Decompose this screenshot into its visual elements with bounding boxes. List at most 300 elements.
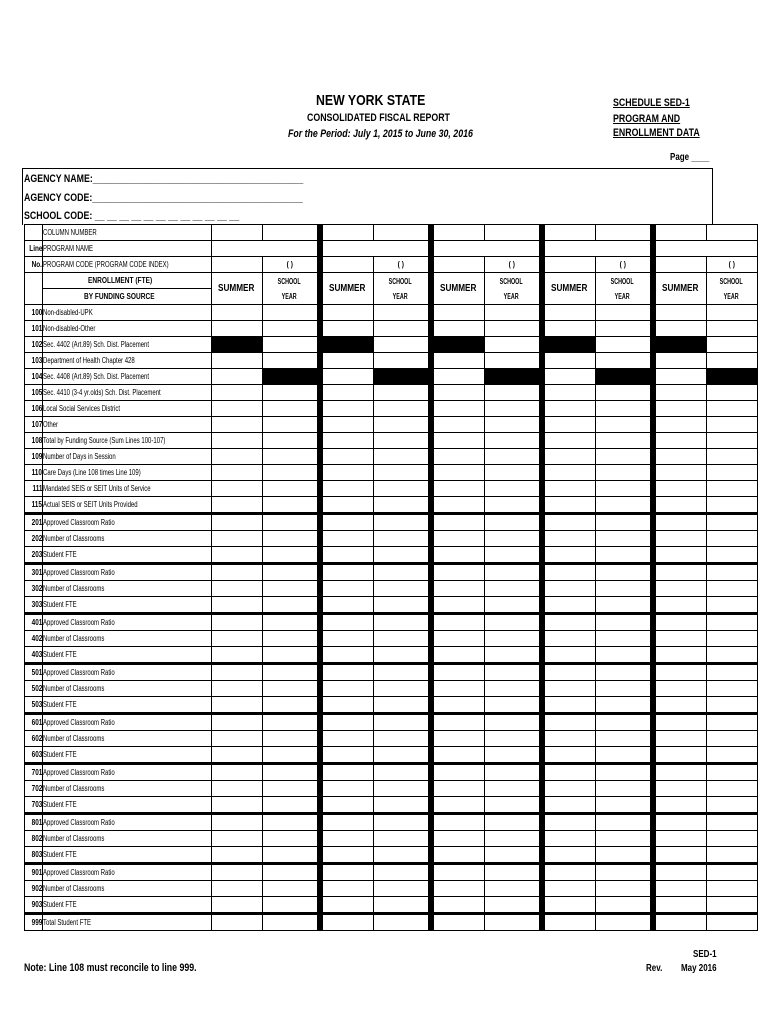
summer-cell[interactable] [655,631,706,647]
school-year-cell[interactable] [484,697,539,714]
summer-cell[interactable] [433,614,484,631]
summer-cell[interactable] [544,881,595,897]
summer-cell[interactable] [655,864,706,881]
school-year-cell[interactable] [484,465,539,481]
school-year-cell[interactable] [706,385,757,401]
school-year-cell[interactable] [262,597,317,614]
summer-cell[interactable] [322,897,373,914]
summer-cell[interactable] [211,369,262,385]
school-year-cell[interactable] [373,797,428,814]
school-year-cell[interactable] [595,385,650,401]
summer-cell[interactable] [433,497,484,514]
summer-cell[interactable] [433,465,484,481]
school-year-cell[interactable] [595,747,650,764]
school-year-cell[interactable] [262,497,317,514]
summer-cell[interactable] [433,747,484,764]
school-year-cell[interactable] [595,547,650,564]
school-year-cell[interactable] [373,449,428,465]
school-year-cell[interactable] [484,305,539,321]
school-year-cell[interactable] [706,597,757,614]
school-year-cell[interactable] [706,581,757,597]
school-year-cell[interactable] [484,321,539,337]
summer-cell[interactable] [211,581,262,597]
summer-cell[interactable] [322,664,373,681]
summer-cell[interactable] [544,614,595,631]
summer-cell[interactable] [433,847,484,864]
summer-cell[interactable] [322,881,373,897]
summer-cell[interactable] [544,547,595,564]
summer-cell[interactable] [211,914,262,931]
school-year-cell[interactable] [595,531,650,547]
summer-cell[interactable] [655,614,706,631]
summer-cell[interactable] [322,764,373,781]
school-year-cell[interactable] [373,664,428,681]
summer-cell[interactable] [211,305,262,321]
summer-cell[interactable] [433,417,484,433]
school-year-cell[interactable] [595,449,650,465]
school-year-cell[interactable] [484,664,539,681]
summer-cell[interactable] [322,714,373,731]
summer-cell[interactable] [322,814,373,831]
school-year-cell[interactable] [373,597,428,614]
summer-cell[interactable] [322,353,373,369]
summer-cell[interactable] [655,914,706,931]
summer-cell[interactable] [655,564,706,581]
summer-cell[interactable] [322,731,373,747]
summer-cell[interactable] [433,781,484,797]
school-year-cell[interactable] [262,814,317,831]
summer-cell[interactable] [322,531,373,547]
school-year-cell[interactable] [706,614,757,631]
school-year-cell[interactable] [706,914,757,931]
school-year-cell[interactable] [373,614,428,631]
summer-cell[interactable] [322,647,373,664]
summer-cell[interactable] [433,385,484,401]
school-year-cell[interactable] [595,614,650,631]
school-year-cell[interactable] [373,531,428,547]
summer-cell[interactable] [433,481,484,497]
summer-cell[interactable] [211,681,262,697]
summer-cell[interactable] [544,481,595,497]
summer-cell[interactable] [211,321,262,337]
school-year-cell[interactable] [706,764,757,781]
summer-cell[interactable] [544,664,595,681]
summer-cell[interactable] [655,647,706,664]
summer-cell[interactable] [322,747,373,764]
school-year-cell[interactable] [595,914,650,931]
school-year-cell[interactable] [262,914,317,931]
summer-cell[interactable] [322,305,373,321]
school-year-cell[interactable] [262,881,317,897]
summer-cell[interactable] [322,401,373,417]
summer-cell[interactable] [433,514,484,531]
school-year-cell[interactable] [595,697,650,714]
summer-cell[interactable] [322,631,373,647]
school-year-cell[interactable] [373,881,428,897]
school-year-cell[interactable] [262,305,317,321]
summer-cell[interactable] [544,369,595,385]
school-year-cell[interactable] [706,681,757,697]
summer-cell[interactable] [322,433,373,449]
summer-cell[interactable] [544,631,595,647]
school-year-cell[interactable] [262,664,317,681]
summer-cell[interactable] [211,433,262,449]
summer-cell[interactable] [544,597,595,614]
school-year-cell[interactable] [484,449,539,465]
school-year-cell[interactable] [484,564,539,581]
summer-cell[interactable] [211,631,262,647]
agency-code-field[interactable]: AGENCY CODE:___________________________________________ [24,192,303,204]
summer-cell[interactable] [544,697,595,714]
school-year-cell[interactable] [595,714,650,731]
school-year-cell[interactable] [595,847,650,864]
summer-cell[interactable] [322,497,373,514]
school-year-cell[interactable] [262,514,317,531]
summer-cell[interactable] [211,831,262,847]
school-year-cell[interactable] [595,647,650,664]
school-year-cell[interactable] [484,714,539,731]
school-year-cell[interactable] [484,731,539,747]
summer-cell[interactable] [655,369,706,385]
summer-cell[interactable] [211,864,262,881]
summer-cell[interactable] [433,914,484,931]
school-year-cell[interactable] [262,747,317,764]
summer-cell[interactable] [211,797,262,814]
summer-cell[interactable] [655,401,706,417]
summer-cell[interactable] [433,664,484,681]
summer-cell[interactable] [655,597,706,614]
school-year-cell[interactable] [595,353,650,369]
summer-cell[interactable] [655,781,706,797]
school-year-cell[interactable] [595,581,650,597]
school-year-cell[interactable] [706,714,757,731]
summer-cell[interactable] [655,731,706,747]
summer-cell[interactable] [211,385,262,401]
summer-cell[interactable] [544,465,595,481]
summer-cell[interactable] [433,305,484,321]
summer-cell[interactable] [322,514,373,531]
school-year-cell[interactable] [373,337,428,353]
school-year-cell[interactable] [373,731,428,747]
school-year-cell[interactable] [706,881,757,897]
school-year-cell[interactable] [595,731,650,747]
school-year-cell[interactable] [484,914,539,931]
school-year-cell[interactable] [262,681,317,697]
school-year-cell[interactable] [595,864,650,881]
school-year-cell[interactable] [484,747,539,764]
summer-cell[interactable] [211,714,262,731]
summer-cell[interactable] [655,433,706,449]
summer-cell[interactable] [544,449,595,465]
school-year-cell[interactable] [706,417,757,433]
summer-cell[interactable] [544,564,595,581]
summer-cell[interactable] [544,831,595,847]
summer-cell[interactable] [655,305,706,321]
summer-cell[interactable] [433,564,484,581]
summer-cell[interactable] [544,897,595,914]
school-year-cell[interactable] [373,465,428,481]
summer-cell[interactable] [655,814,706,831]
summer-cell[interactable] [433,814,484,831]
school-year-cell[interactable] [262,481,317,497]
summer-cell[interactable] [211,353,262,369]
summer-cell[interactable] [655,385,706,401]
summer-cell[interactable] [544,531,595,547]
summer-cell[interactable] [655,831,706,847]
summer-cell[interactable] [211,664,262,681]
summer-cell[interactable] [544,914,595,931]
summer-cell[interactable] [655,681,706,697]
school-year-cell[interactable] [595,814,650,831]
summer-cell[interactable] [655,465,706,481]
summer-cell[interactable] [211,465,262,481]
summer-cell[interactable] [433,581,484,597]
summer-cell[interactable] [433,401,484,417]
summer-cell[interactable] [322,831,373,847]
summer-cell[interactable] [322,417,373,433]
school-year-cell[interactable] [484,631,539,647]
school-year-cell[interactable] [706,814,757,831]
school-year-cell[interactable] [373,433,428,449]
school-year-cell[interactable] [706,697,757,714]
school-year-cell[interactable] [262,353,317,369]
school-year-cell[interactable] [706,305,757,321]
school-year-cell[interactable] [262,531,317,547]
school-year-cell[interactable] [484,417,539,433]
summer-cell[interactable] [544,321,595,337]
summer-cell[interactable] [544,353,595,369]
summer-cell[interactable] [322,697,373,714]
school-year-cell[interactable] [706,321,757,337]
school-year-cell[interactable] [373,631,428,647]
summer-cell[interactable] [433,831,484,847]
school-year-cell[interactable] [262,433,317,449]
summer-cell[interactable] [655,697,706,714]
summer-cell[interactable] [322,369,373,385]
summer-cell[interactable] [544,305,595,321]
school-year-cell[interactable] [595,664,650,681]
school-year-cell[interactable] [706,465,757,481]
summer-cell[interactable] [211,614,262,631]
school-year-cell[interactable] [706,797,757,814]
school-year-cell[interactable] [262,864,317,881]
summer-cell[interactable] [544,581,595,597]
summer-cell[interactable] [544,714,595,731]
summer-cell[interactable] [544,417,595,433]
summer-cell[interactable] [433,647,484,664]
school-year-cell[interactable] [595,417,650,433]
summer-cell[interactable] [211,449,262,465]
summer-cell[interactable] [544,797,595,814]
summer-cell[interactable] [211,781,262,797]
school-year-cell[interactable] [706,514,757,531]
school-year-cell[interactable] [595,564,650,581]
summer-cell[interactable] [211,731,262,747]
agency-name-field[interactable]: AGENCY NAME:___________________________________________ [24,173,304,185]
summer-cell[interactable] [211,747,262,764]
summer-cell[interactable] [655,321,706,337]
school-year-cell[interactable] [484,897,539,914]
summer-cell[interactable] [211,697,262,714]
school-year-cell[interactable] [595,497,650,514]
school-year-cell[interactable] [706,401,757,417]
summer-cell[interactable] [655,797,706,814]
school-year-cell[interactable] [484,814,539,831]
summer-cell[interactable] [433,881,484,897]
school-year-cell[interactable] [484,847,539,864]
summer-cell[interactable] [322,449,373,465]
school-year-cell[interactable] [595,881,650,897]
summer-cell[interactable] [544,864,595,881]
school-year-cell[interactable] [706,353,757,369]
school-year-cell[interactable] [373,897,428,914]
school-year-cell[interactable] [262,764,317,781]
summer-cell[interactable] [655,497,706,514]
summer-cell[interactable] [544,781,595,797]
school-year-cell[interactable] [262,449,317,465]
summer-cell[interactable] [544,433,595,449]
summer-cell[interactable] [433,449,484,465]
summer-cell[interactable] [433,731,484,747]
school-year-cell[interactable] [484,497,539,514]
summer-cell[interactable] [655,764,706,781]
school-year-cell[interactable] [373,864,428,881]
school-year-cell[interactable] [595,681,650,697]
school-year-cell[interactable] [595,797,650,814]
school-year-cell[interactable] [706,847,757,864]
school-year-cell[interactable] [262,647,317,664]
summer-cell[interactable] [433,697,484,714]
school-year-cell[interactable] [262,781,317,797]
school-year-cell[interactable] [373,497,428,514]
summer-cell[interactable] [211,814,262,831]
summer-cell[interactable] [433,531,484,547]
summer-cell[interactable] [322,321,373,337]
school-year-cell[interactable] [373,547,428,564]
school-year-cell[interactable] [484,547,539,564]
school-year-cell[interactable] [706,531,757,547]
summer-cell[interactable] [433,864,484,881]
summer-cell[interactable] [655,847,706,864]
school-year-cell[interactable] [706,731,757,747]
summer-cell[interactable] [322,385,373,401]
summer-cell[interactable] [655,747,706,764]
summer-cell[interactable] [544,401,595,417]
school-year-cell[interactable] [595,401,650,417]
school-year-cell[interactable] [373,697,428,714]
school-year-cell[interactable] [706,631,757,647]
school-year-cell[interactable] [262,714,317,731]
summer-cell[interactable] [322,681,373,697]
school-year-cell[interactable] [262,847,317,864]
school-year-cell[interactable] [373,814,428,831]
school-code-field[interactable]: SCHOOL CODE: __ __ __ __ __ __ __ __ __ __ __ __ [24,210,240,222]
school-year-cell[interactable] [262,614,317,631]
school-year-cell[interactable] [373,417,428,433]
school-year-cell[interactable] [484,433,539,449]
school-year-cell[interactable] [484,353,539,369]
school-year-cell[interactable] [262,385,317,401]
school-year-cell[interactable] [595,433,650,449]
school-year-cell[interactable] [706,664,757,681]
school-year-cell[interactable] [706,564,757,581]
school-year-cell[interactable] [706,547,757,564]
school-year-cell[interactable] [595,465,650,481]
school-year-cell[interactable] [484,531,539,547]
summer-cell[interactable] [322,597,373,614]
school-year-cell[interactable] [262,731,317,747]
summer-cell[interactable] [655,531,706,547]
summer-cell[interactable] [211,897,262,914]
summer-cell[interactable] [211,497,262,514]
school-year-cell[interactable] [484,864,539,881]
summer-cell[interactable] [322,614,373,631]
school-year-cell[interactable] [262,697,317,714]
school-year-cell[interactable] [595,337,650,353]
summer-cell[interactable] [433,681,484,697]
summer-cell[interactable] [211,597,262,614]
school-year-cell[interactable] [595,897,650,914]
school-year-cell[interactable] [484,481,539,497]
summer-cell[interactable] [211,847,262,864]
school-year-cell[interactable] [262,831,317,847]
school-year-cell[interactable] [373,847,428,864]
summer-cell[interactable] [655,897,706,914]
summer-cell[interactable] [433,321,484,337]
school-year-cell[interactable] [706,433,757,449]
summer-cell[interactable] [433,369,484,385]
school-year-cell[interactable] [484,614,539,631]
school-year-cell[interactable] [706,449,757,465]
school-year-cell[interactable] [595,481,650,497]
school-year-cell[interactable] [373,514,428,531]
school-year-cell[interactable] [262,547,317,564]
school-year-cell[interactable] [373,401,428,417]
summer-cell[interactable] [655,353,706,369]
school-year-cell[interactable] [706,864,757,881]
summer-cell[interactable] [655,449,706,465]
summer-cell[interactable] [433,547,484,564]
summer-cell[interactable] [544,847,595,864]
school-year-cell[interactable] [595,514,650,531]
summer-cell[interactable] [655,417,706,433]
school-year-cell[interactable] [484,401,539,417]
school-year-cell[interactable] [595,321,650,337]
summer-cell[interactable] [211,564,262,581]
school-year-cell[interactable] [706,337,757,353]
summer-cell[interactable] [433,797,484,814]
summer-cell[interactable] [655,664,706,681]
school-year-cell[interactable] [706,647,757,664]
school-year-cell[interactable] [262,581,317,597]
school-year-cell[interactable] [706,781,757,797]
school-year-cell[interactable] [262,631,317,647]
school-year-cell[interactable] [595,305,650,321]
summer-cell[interactable] [655,881,706,897]
summer-cell[interactable] [211,881,262,897]
school-year-cell[interactable] [706,747,757,764]
school-year-cell[interactable] [262,797,317,814]
school-year-cell[interactable] [373,305,428,321]
summer-cell[interactable] [433,764,484,781]
school-year-cell[interactable] [484,647,539,664]
school-year-cell[interactable] [373,914,428,931]
summer-cell[interactable] [211,547,262,564]
school-year-cell[interactable] [262,897,317,914]
summer-cell[interactable] [433,433,484,449]
summer-cell[interactable] [655,481,706,497]
summer-cell[interactable] [211,514,262,531]
